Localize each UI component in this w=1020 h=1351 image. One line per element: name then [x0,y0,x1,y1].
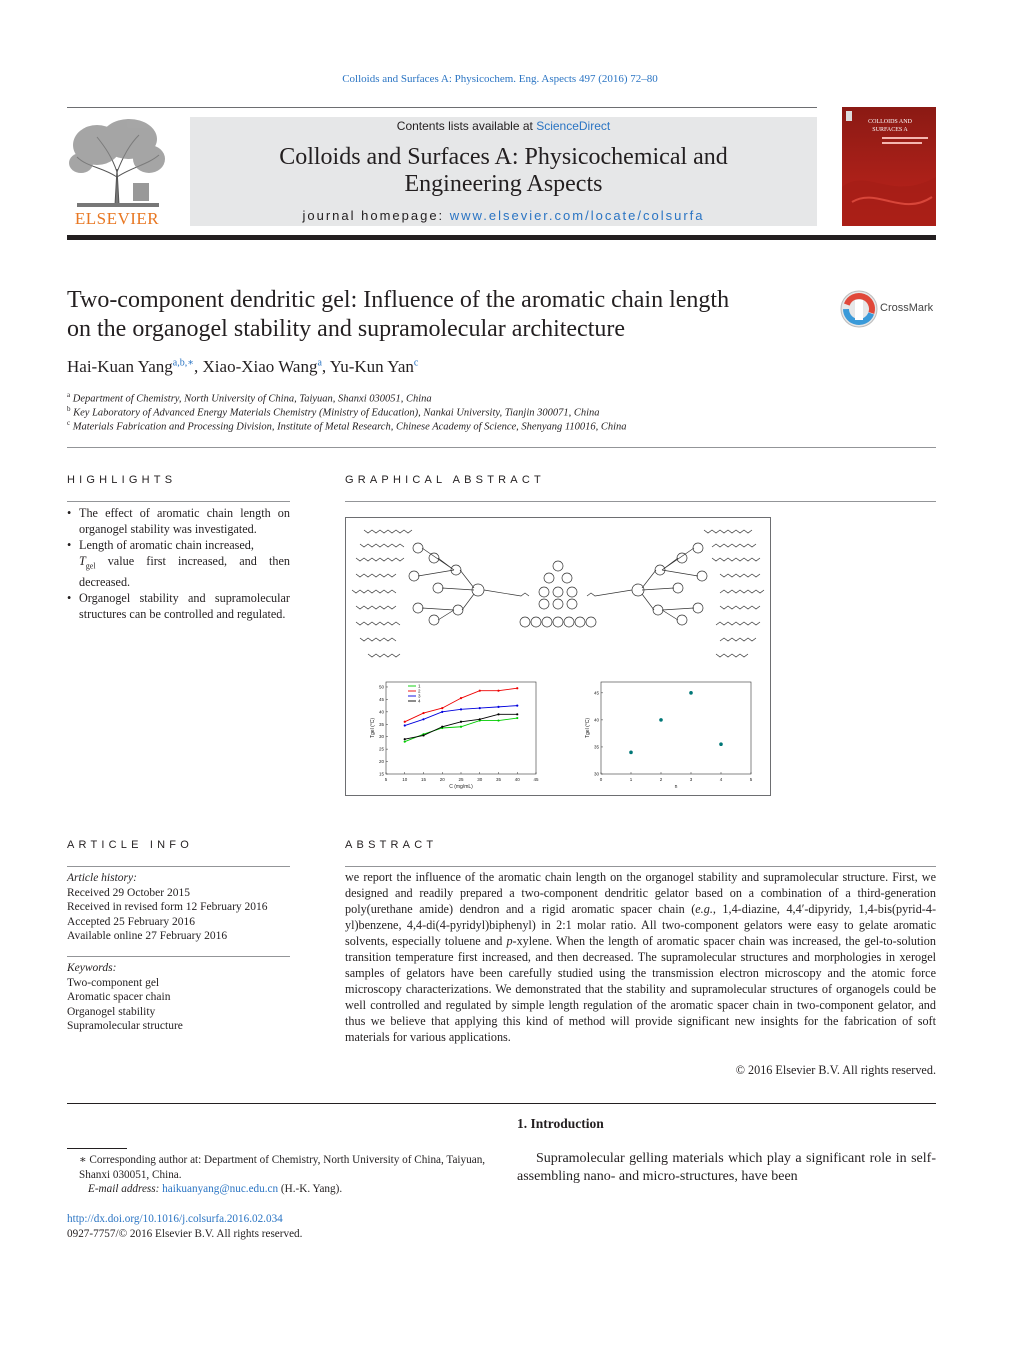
dendron-structure-image [346,518,770,668]
y-tick-label: 35 [378,721,384,727]
keyword: Aromatic spacer chain [67,991,171,1003]
contents-line [190,119,817,133]
data-point-1 [516,717,518,719]
x-tick-label: 5 [384,777,388,782]
legend-label-2: 2 [418,688,421,694]
y-tick-label: 45 [378,696,384,702]
scatter-point [629,751,633,755]
scatter-point [689,691,693,695]
doi-link[interactable]: http://dx.doi.org/10.1016/j.colsurfa.2016.02.034 [67,1213,283,1225]
keyword: Supramolecular structure [67,1020,183,1032]
x-axis-label: n [674,784,678,790]
x-tick-label: 10 [402,777,408,782]
affil-marker: b [67,405,71,413]
crossmark-button[interactable] [840,290,940,330]
legend-label-3: 3 [418,693,421,699]
affiliation-a [67,391,432,405]
abstract-text [345,869,936,1045]
data-point-2 [479,690,481,692]
data-point-3 [404,724,406,726]
sciencedirect-link[interactable]: ScienceDirect [536,119,611,133]
abstract-part: -xylene. When the length of aromatic spacer chain was increased, the gel-to-solution transition temperature first increased, and then decreased. The supramolecular structures and morphologies in xerogel samples of gelators have been carefully studied using the transmission electron microscopy and the atomic force microscopy characterizations. We demonstrated that the stability and supramolecular structures of organogels could be well controlled and regulated by simple length regulation of the aromatic spacer chain in two-component gelator, and thus we believe that applying this kind of method will provide significant new insights for the fabrication of soft materials for various applications. [345,934,936,1044]
journal-title-line1: Colloids and Surfaces A: Physicochemical and [279,144,728,170]
revised-date: Received in revised form 12 February 2016 [67,901,268,913]
abstract-bottom-rule [67,1103,936,1104]
series-line-2 [405,688,518,722]
tgel-vs-concentration-chart [356,676,556,796]
history-label: Article history: [67,872,137,884]
x-tick-label: 30 [477,777,483,782]
highlight-item [67,590,290,622]
data-point-4 [479,718,481,720]
journal-citation[interactable]: Colloids and Surfaces A: Physicochem. Eng. Aspects 497 (2016) 72–80 [342,73,658,85]
highlights-list [67,505,290,622]
elsevier-wordmark: ELSEVIER [74,209,160,228]
plot-frame [601,682,751,774]
accepted-date: Accepted 25 February 2016 [67,915,196,928]
article-info-heading: ARTICLE INFO [67,839,193,851]
highlight-item [67,505,290,537]
crossmark-label: CrossMark [880,302,934,314]
keywords-label: Keywords: [67,962,117,974]
graphical-abstract-heading: GRAPHICAL ABSTRACT [345,474,545,486]
footnote-email-line [67,1182,487,1197]
x-tick-label: 0 [599,777,603,782]
email-link[interactable]: haikuanyang@nuc.edu.cn [162,1183,279,1195]
legend-label-1: 1 [418,683,421,689]
received-date: Received 29 October 2015 [67,886,190,899]
journal-title-line2: Engineering Aspects [404,171,603,197]
affil-text: Materials Fabrication and Processing Division, Institute of Metal Research, Chinese Academy of Science, Shenyang 110016, China [72,421,627,433]
x-tick-label: 2 [659,777,663,782]
affil-text: Key Laboratory of Advanced Energy Materials Chemistry (Ministry of Education), Nankai University, Tianjin 300071, China [73,407,600,419]
y-tick-label: 45 [593,690,599,696]
data-point-2 [497,690,499,692]
affil-divider [67,447,936,448]
abstract-p-prefix: p [506,934,513,948]
footnote-text: Corresponding author at: Department of Chemistry, North University of China, Taiyuan, Shanxi 030051, China. [79,1154,486,1181]
y-tick-label: 40 [593,717,599,723]
journal-cover-thumbnail[interactable] [842,107,936,226]
keywords-rule [67,956,290,957]
x-tick-label: 35 [495,777,502,782]
affiliation-b [67,405,600,419]
data-point-2 [422,712,424,714]
scatter-point [659,718,663,722]
y-tick-label: 25 [378,746,384,752]
article-title-line1: Two-component dendritic gel: Influence of the aromatic chain length [67,287,730,313]
abstract-part: , 1,4-diazine, 4,4′-dipyridy, 1,4-bis(pyrid-4-yl)benzene, 4,4-di(4-pyridyl)biphenyl) in 2:1 molar ratio. All two-component gelators were easy to gelate aromatic solvents, especially toluene and [345,902,936,948]
cover-title-line1: COLLOIDS AND [868,119,912,125]
highlight-item [67,537,290,590]
highlight-text: Length of aromatic chain increased, [79,538,254,552]
x-tick-label: 20 [439,777,445,782]
tgel-vs-chain-length-chart [561,676,761,796]
elsevier-logo[interactable] [67,117,167,227]
data-point-3 [441,711,443,713]
issn-copyright: 0927-7757/© 2016 Elsevier B.V. All rights reserved. [67,1227,303,1240]
highlights-rule [67,501,290,502]
data-point-2 [441,707,443,709]
abstract-rule [345,866,936,867]
abstract-copyright: © 2016 Elsevier B.V. All rights reserved. [735,1063,936,1077]
data-point-3 [422,718,424,720]
data-point-1 [460,726,462,728]
contents-prefix: Contents lists available at [396,119,537,133]
footnote-rule [67,1148,127,1149]
author-affil-marker[interactable]: c [413,357,419,369]
footnote-star: ∗ [79,1154,87,1166]
y-tick-label: 30 [593,771,599,777]
footnote-corr [67,1153,487,1182]
doi-block [67,1212,302,1241]
author-name[interactable]: Yu-Kun Yan [329,357,414,376]
article-title-line2: on the organogel stability and supramolecular architecture [67,316,626,342]
article-info-rule [67,866,290,867]
cover-image [842,107,936,226]
legend-label-4: 4 [418,698,421,704]
data-point-1 [404,741,406,743]
graphical-abstract-rule [345,501,936,502]
affil-text: Department of Chemistry, North University of China, Taiyuan, Shanxi 030051, China [72,393,432,405]
keyword: Organogel stability [67,1005,156,1018]
email-suffix: (H.-K. Yang). [278,1183,343,1195]
tgel-symbol: T [79,554,86,568]
highlights-heading: HIGHLIGHTS [67,474,177,486]
data-point-4 [422,734,424,736]
data-point-2 [460,697,462,699]
y-tick-label: 35 [593,744,599,750]
article-history [67,871,290,944]
affil-marker: a [67,391,71,399]
online-date: Available online 27 February 2016 [67,930,228,942]
scatter-point [719,742,723,746]
x-tick-label: 25 [458,777,464,782]
corresponding-author-footnote [67,1153,487,1197]
y-axis-label: Tgel (°C) [370,717,376,739]
highlight-text: Organogel stability and supramolecular structures can be controlled and regulated. [79,591,290,622]
y-tick-label: 40 [378,709,384,715]
affiliation-c [67,419,627,433]
data-point-4 [460,721,462,723]
author-affil-marker[interactable]: a [317,357,322,369]
data-point-3 [479,707,481,709]
tgel-subscript: gel [85,561,96,571]
homepage-line [190,208,817,223]
highlight-text: The effect of aromatic chain length on organogel stability was investigated. [79,506,290,536]
data-point-4 [516,713,518,715]
x-tick-label: 40 [514,777,520,782]
homepage-link[interactable]: www.elsevier.com/locate/colsurfa [449,208,705,223]
highlight-text: value first increased, and then decreased. [79,554,290,590]
data-point-4 [404,738,406,740]
journal-banner [190,117,817,226]
keywords-list [67,961,290,1034]
author-affil-marker[interactable]: a,b,∗ [172,357,195,369]
data-point-3 [516,705,518,707]
affil-marker: c [67,419,71,427]
x-tick-label: 1 [629,777,633,782]
author-separator: , [194,357,203,376]
abstract-part: we report the influence of the aromatic chain length on the organogel stability and supramolecular structure. First, we designed and readily prepared a two-component dendritic gelator based on a combination of a third-generation poly(urethane amide) dendron and a rigid aromatic spacer chain ( [345,870,936,916]
header-rule [67,107,817,108]
x-tick-label: 4 [719,777,723,782]
x-tick-label: 5 [749,777,753,782]
journal-title [190,144,817,198]
data-point-3 [460,708,462,710]
y-axis-label: Tgel (°C) [585,717,591,739]
x-axis-label: C (mg/mL) [449,784,473,790]
author-list [67,357,418,377]
cover-title-line2: SURFACES A [872,127,908,133]
data-point-1 [497,719,499,721]
abstract-heading: ABSTRACT [345,839,438,851]
y-tick-label: 30 [378,734,384,740]
x-tick-label: 3 [689,777,693,782]
y-tick-label: 15 [378,771,384,777]
homepage-prefix: journal homepage: [302,208,450,223]
crossmark-icon [840,290,878,328]
author-name[interactable]: Hai-Kuan Yang [67,357,173,376]
introduction-heading: 1. Introduction [517,1116,604,1131]
author-name[interactable]: Xiao-Xiao Wang [202,357,318,376]
y-tick-label: 20 [378,759,384,765]
data-point-4 [497,713,499,715]
abstract-eg: e.g. [695,902,713,916]
author-separator: , [321,357,330,376]
data-point-4 [441,726,443,728]
data-point-3 [497,706,499,708]
article-title [67,286,827,344]
email-label: E-mail address: [88,1183,163,1195]
y-tick-label: 50 [378,684,384,690]
graphical-abstract-figure[interactable] [345,517,771,796]
x-tick-label: 15 [420,777,427,782]
introduction-text: Supramolecular gelling materials which play a significant role in self-assembling nano- and micro-structures, have been [517,1151,936,1184]
data-point-2 [516,687,518,689]
elsevier-tree-icon [67,117,167,209]
keyword: Two-component gel [67,976,160,989]
header-thick-rule [67,235,936,240]
data-point-2 [404,721,406,723]
x-tick-label: 45 [533,777,539,782]
